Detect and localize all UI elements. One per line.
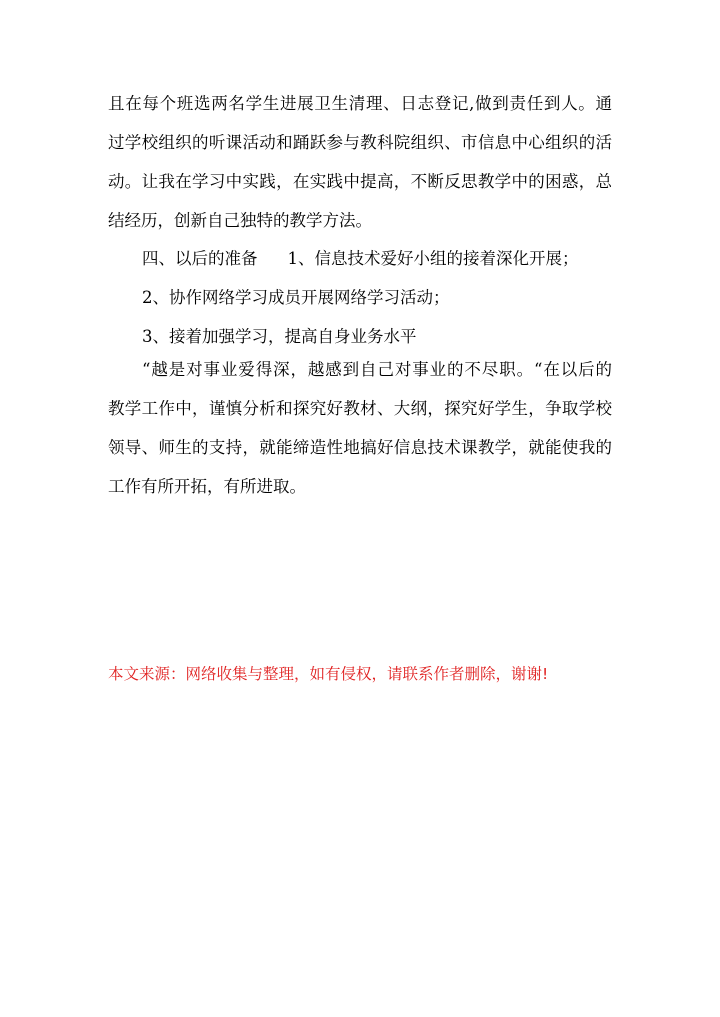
paragraph2-line-4: 工作有所开拓，有所进取。 [108, 477, 306, 496]
paragraph2-line-3: 领导、师生的支持，就能缔造性地搞好信息技术课教学，就能使我的 [108, 438, 612, 457]
section4-item-1: 1、信息技术爱好小组的接着深化开展； [287, 249, 579, 268]
paragraph1-line-3: 动。让我在学习中实践，在实践中提高，不断反思教学中的困惑，总 [108, 172, 612, 191]
footer-source-note: 本文来源：网络收集与整理，如有侵权，请联系作者删除，谢谢! [108, 665, 549, 683]
section4-heading: 四、以后的准备 [142, 249, 258, 268]
paragraph1-line-2: 过学校组织的听课活动和踊跃参与教科院组织、市信息中心组织的活 [108, 133, 612, 152]
paragraph1-line-1: 且在每个班选两名学生进展卫生清理、日志登记,做到责任到人。通 [108, 94, 612, 113]
section4-item-2: 2、协作网络学习成员开展网络学习活动； [142, 288, 450, 307]
section4-heading-line [142, 247, 612, 271]
section4-item-3: 3、接着加强学习，提高自身业务水平 [142, 327, 417, 346]
paragraph2-line-1: “越是对事业爱得深，越感到自己对事业的不尽职。“在以后的 [142, 360, 612, 379]
paragraph2-line-2: 教学工作中，谨慎分析和探究好教材、大纲，探究好学生，争取学校 [108, 399, 612, 418]
paragraph1-line-4: 结经历，创新自己独特的教学方法。 [108, 211, 372, 230]
